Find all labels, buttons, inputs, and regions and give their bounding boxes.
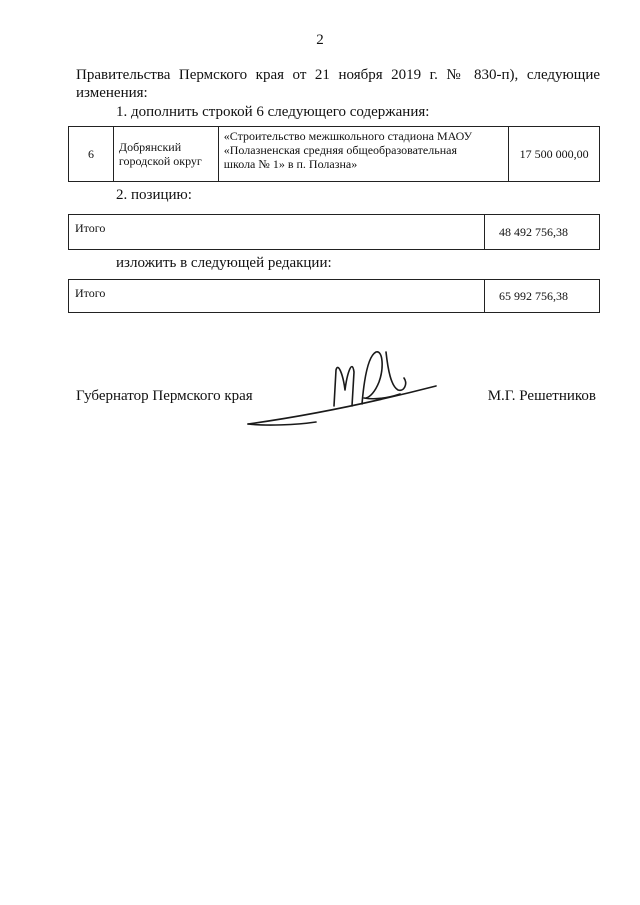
- description-line-1: «Строительство межшкольного стадиона МАОУ: [223, 129, 473, 143]
- table-row: [69, 215, 600, 250]
- new-total-label: Итого: [69, 280, 485, 313]
- table-row: [69, 127, 600, 182]
- description-cell: [218, 127, 508, 182]
- old-total-table: [68, 214, 600, 250]
- table-row: [69, 280, 600, 313]
- amount-cell: 17 500 000,00: [509, 127, 600, 182]
- governor-name: М.Г. Решетников: [487, 388, 596, 404]
- intro-line-1: Правительства Пермского края от 21 ноября 2019 г. № 830-п), следующие: [76, 67, 600, 83]
- row-6-table: [68, 126, 600, 182]
- old-total-label: Итого: [69, 215, 485, 250]
- municipality-cell: [113, 127, 218, 182]
- description-line-3: школа № 1» в п. Полазна»: [223, 157, 358, 171]
- item-3-text: изложить в следующей редакции:: [116, 255, 332, 271]
- governor-title: Губернатор Пермского края: [76, 388, 253, 404]
- item-2-text: 2. позицию:: [116, 187, 192, 203]
- description-line-2: «Полазненская средняя общеобразовательная: [223, 143, 457, 157]
- municipality-line-2: городской округ: [118, 154, 202, 168]
- new-total-table: [68, 279, 600, 313]
- old-total-amount: 48 492 756,38: [485, 215, 600, 250]
- row-number-cell: 6: [69, 127, 114, 182]
- new-total-amount: 65 992 756,38: [485, 280, 600, 313]
- item-1-text: 1. дополнить строкой 6 следующего содержания:: [116, 104, 430, 120]
- intro-paragraph: [76, 66, 600, 102]
- signature-image: [246, 340, 446, 435]
- page-number: 2: [316, 32, 324, 48]
- municipality-line-1: Добрянский: [118, 140, 182, 154]
- intro-line-2: изменения:: [76, 85, 148, 101]
